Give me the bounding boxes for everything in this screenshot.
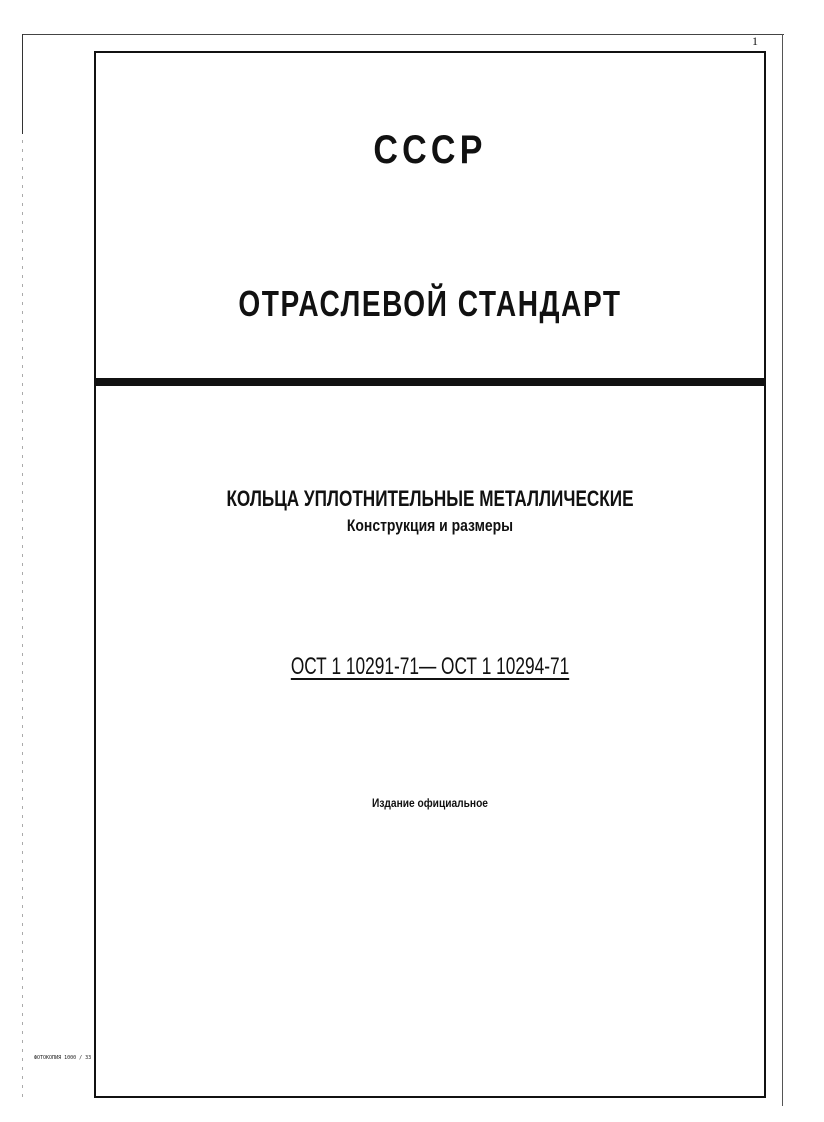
document-subtitle: Конструкция и размеры bbox=[346, 516, 514, 535]
edition-label: Издание официальное bbox=[372, 796, 488, 810]
scan-left-dashed-border bbox=[22, 140, 23, 1100]
cover-frame bbox=[94, 51, 766, 1098]
document-number-text: ОСТ 1 10291-71— ОСТ 1 10294-71 bbox=[290, 653, 570, 680]
country-heading: СССР bbox=[373, 128, 487, 172]
frame-divider bbox=[94, 378, 766, 386]
document-title: КОЛЬЦА УПЛОТНИТЕЛЬНЫЕ МЕТАЛЛИЧЕСКИЕ bbox=[226, 486, 634, 511]
standard-type-heading: ОТРАСЛЕВОЙ СТАНДАРТ bbox=[238, 283, 622, 324]
scan-left-border bbox=[22, 34, 23, 134]
margin-note: ФОТОКОПИЯ 1000 / 33 bbox=[34, 1055, 92, 1061]
document-number bbox=[188, 652, 672, 682]
scan-top-border bbox=[22, 34, 784, 35]
page-number: 1 bbox=[752, 34, 758, 48]
scan-right-border bbox=[782, 34, 783, 1106]
